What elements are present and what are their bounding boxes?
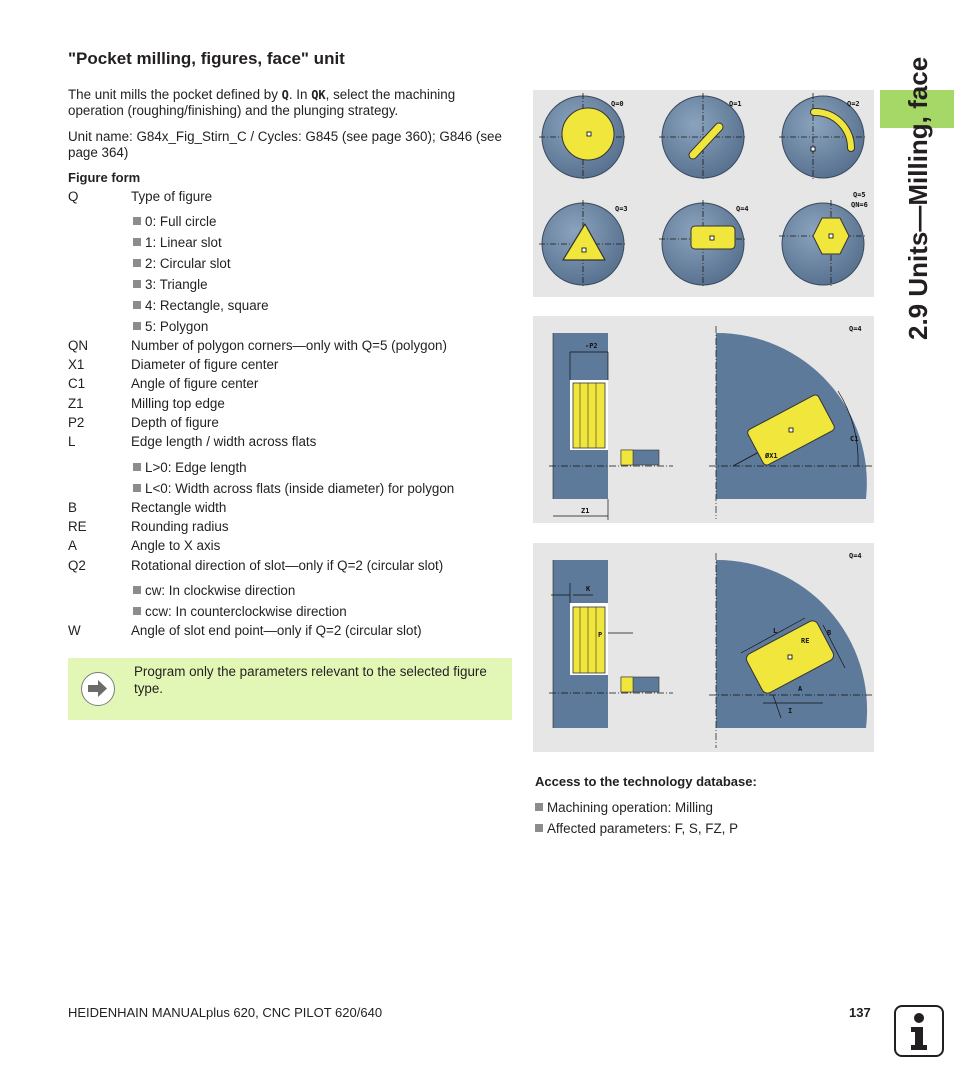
param-desc-a: Angle to X axis	[131, 538, 221, 553]
option-q-0: 0: Full circle	[133, 214, 216, 229]
intro-code-q: Q	[281, 88, 289, 102]
param-name-a: A	[68, 538, 77, 553]
figure-parameters-illustration	[533, 543, 874, 752]
param-desc-w: Angle of slot end point—only if Q=2 (circular slot)	[131, 623, 422, 638]
param-name-q2: Q2	[68, 558, 86, 573]
param-name-p2: P2	[68, 415, 85, 430]
option-q-4: 4: Rectangle, square	[133, 298, 269, 313]
intro-code-qk: QK	[311, 88, 326, 102]
svg-text:P: P	[598, 631, 603, 639]
param-desc-z1: Milling top edge	[131, 396, 225, 411]
intro-text-2: . In	[288, 87, 312, 102]
info-icon	[894, 1005, 944, 1057]
note-box	[68, 658, 512, 720]
svg-text:Q=3: Q=3	[615, 205, 628, 213]
param-desc-x1: Diameter of figure center	[131, 357, 279, 372]
param-name-x1: X1	[68, 357, 85, 372]
access-item-1: Affected parameters: F, S, FZ, P	[535, 821, 738, 836]
param-name-w: W	[68, 623, 81, 638]
param-desc-re: Rounding radius	[131, 519, 229, 534]
param-desc-q2: Rotational direction of slot—only if Q=2 (circular slot)	[131, 558, 444, 573]
param-name-re: RE	[68, 519, 87, 534]
svg-text:ØX1: ØX1	[765, 452, 778, 460]
param-name-c1: C1	[68, 376, 86, 391]
param-desc-b: Rectangle width	[131, 500, 227, 515]
param-name-q: Q	[68, 189, 79, 204]
access-item-0: Machining operation: Milling	[535, 800, 713, 815]
svg-text:B: B	[827, 629, 832, 637]
svg-text:Q=4: Q=4	[849, 325, 862, 333]
option-q2-0: cw: In clockwise direction	[133, 583, 295, 598]
unit-name: Unit name: G84x_Fig_Stirn_C / Cycles: G845 (see page 360); G846 (see page 364)	[68, 129, 502, 160]
svg-text:Q=4: Q=4	[736, 205, 749, 213]
param-desc-q: Type of figure	[131, 189, 213, 204]
param-name-z1: Z1	[68, 396, 84, 411]
svg-text:Q=4: Q=4	[849, 552, 862, 560]
option-q-5: 5: Polygon	[133, 319, 208, 334]
option-q-1: 1: Linear slot	[133, 235, 222, 250]
note-text: Program only the parameters relevant to the selected figure type.	[134, 664, 487, 696]
figure-form-heading: Figure form	[68, 170, 141, 185]
param-desc-p2: Depth of figure	[131, 415, 219, 430]
position-parameters-illustration	[533, 316, 874, 523]
access-heading: Access to the technology database:	[535, 774, 757, 789]
svg-text:Z1: Z1	[581, 507, 590, 515]
svg-text:QN=6: QN=6	[851, 201, 868, 209]
intro-paragraph	[68, 87, 508, 119]
svg-text:K: K	[586, 585, 591, 593]
param-name-b: B	[68, 500, 77, 515]
arrow-right-icon	[81, 672, 115, 706]
option-q-2: 2: Circular slot	[133, 256, 231, 271]
option-l-0: L>0: Edge length	[133, 460, 247, 475]
svg-text:RE: RE	[801, 637, 810, 645]
section-side-title: 2.9 Units—Milling, face	[903, 56, 933, 340]
svg-text:C1: C1	[850, 435, 859, 443]
svg-text:I: I	[788, 707, 793, 715]
svg-text:Q=2: Q=2	[847, 100, 860, 108]
param-desc-qn: Number of polygon corners—only with Q=5 (polygon)	[131, 338, 447, 353]
page-title: "Pocket milling, figures, face" unit	[68, 49, 345, 68]
figure-types-illustration	[533, 90, 874, 297]
option-l-1: L<0: Width across flats (inside diameter) for polygon	[133, 481, 454, 496]
svg-text:A: A	[798, 685, 803, 693]
option-q-3: 3: Triangle	[133, 277, 208, 292]
param-name-l: L	[68, 434, 76, 449]
option-q2-1: ccw: In counterclockwise direction	[133, 604, 347, 619]
svg-text:L: L	[773, 627, 778, 635]
svg-text:-P2: -P2	[585, 342, 598, 350]
svg-text:Q=5: Q=5	[853, 191, 866, 199]
footer-text: HEIDENHAIN MANUALplus 620, CNC PILOT 620/640	[68, 1005, 383, 1020]
intro-text-3: , select the machining operation (roughing/finishing) and the plunging strategy.	[68, 87, 456, 118]
svg-text:Q=0: Q=0	[611, 100, 624, 108]
param-desc-c1: Angle of figure center	[131, 376, 259, 391]
param-desc-l: Edge length / width across flats	[131, 434, 317, 449]
page-number: 137	[849, 1005, 871, 1020]
param-name-qn: QN	[68, 338, 89, 353]
svg-text:Q=1: Q=1	[729, 100, 742, 108]
intro-text-1: The unit mills the pocket defined by	[68, 87, 282, 102]
